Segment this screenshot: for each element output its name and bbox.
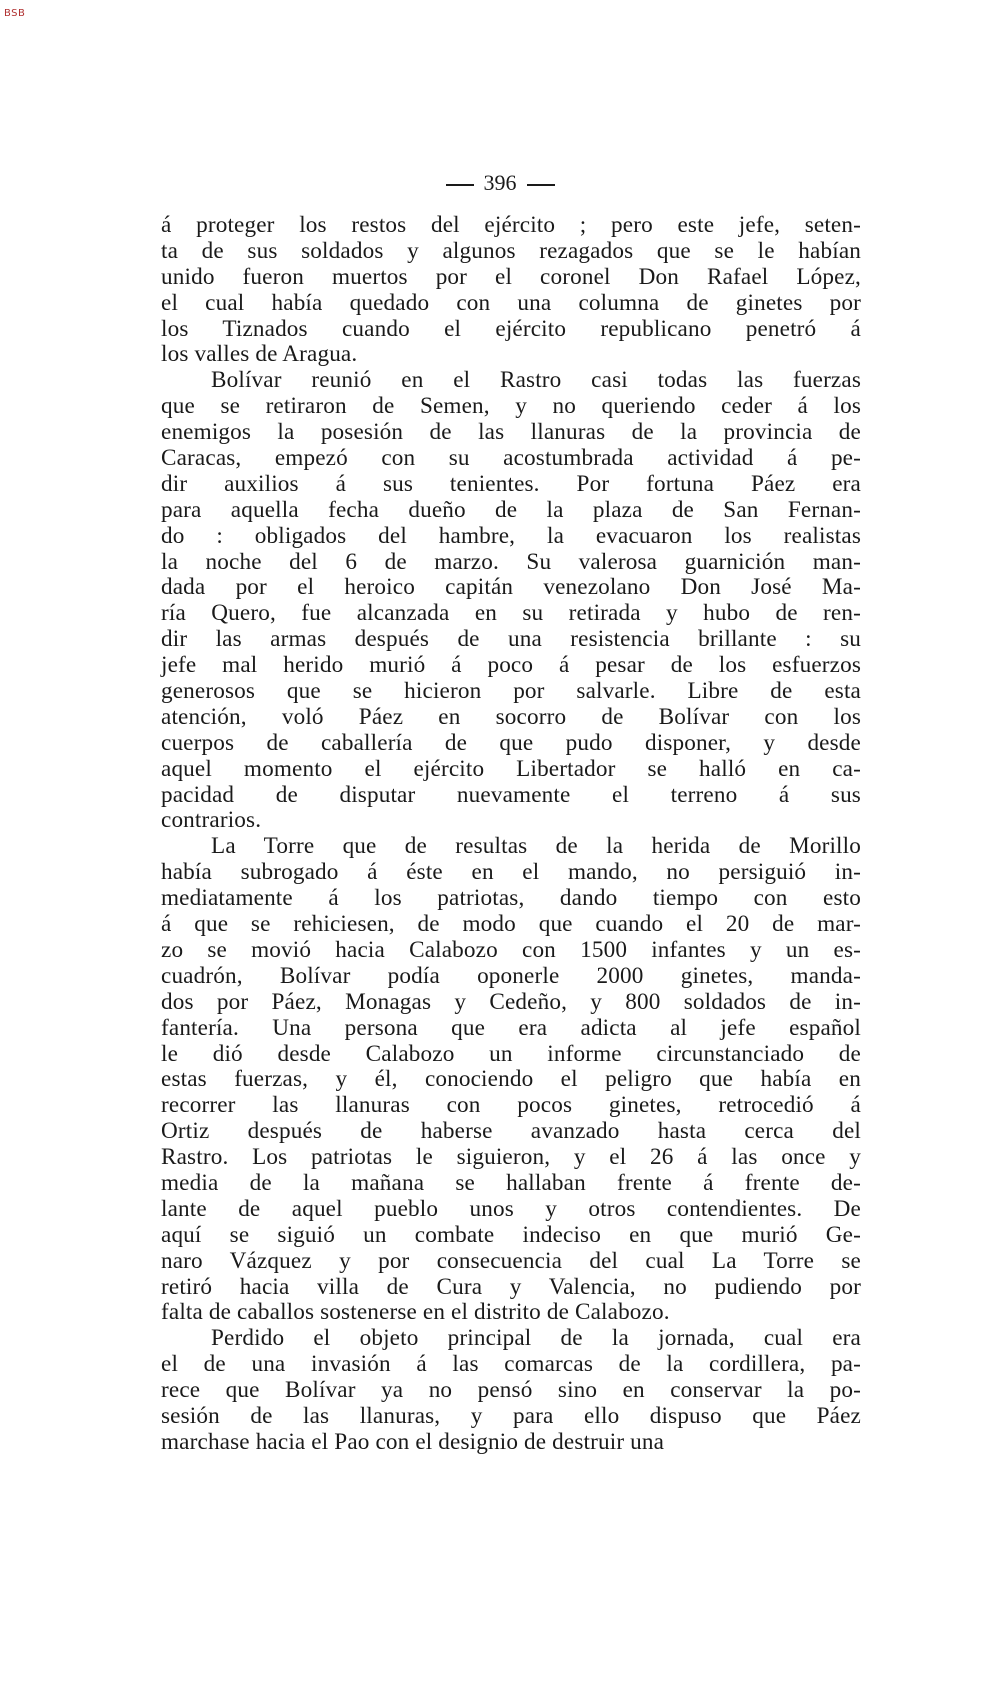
text-line: sesión de las llanuras, y para ello dispuso que Páez <box>161 1402 861 1429</box>
library-stamp: BSB <box>4 8 26 19</box>
body-text <box>161 213 861 1456</box>
left-dash <box>446 184 474 186</box>
text-line: cuadrón, Bolívar podía oponerle 2000 ginetes, manda- <box>161 962 861 989</box>
text-line: Ortiz después de haberse avanzado hasta cerca del <box>161 1118 861 1145</box>
text-line: á proteger los restos del ejército ; pero este jefe, seten- <box>161 212 861 238</box>
text-line: el de una invasión á las comarcas de la cordillera, pa- <box>161 1351 861 1378</box>
text-line: zo se movió hacia Calabozo con 1500 infantes y un es- <box>161 936 861 963</box>
text-line: media de la mañana se hallaban frente á frente de- <box>161 1169 861 1196</box>
text-line: retiró hacia villa de Cura y Valencia, no pudiendo por <box>161 1273 861 1300</box>
text-line: que se retiraron de Semen, y no queriendo ceder á los <box>161 393 861 420</box>
paragraph <box>161 1326 861 1455</box>
text-line: Bolívar reunió en el Rastro casi todas las fuerzas <box>211 367 861 394</box>
text-line: dada por el heroico capitán venezolano Don José Ma- <box>161 574 861 601</box>
text-line: le dió desde Calabozo un informe circunstanciado de <box>161 1040 861 1067</box>
text-line: mediatamente á los patriotas, dando tiempo con esto <box>161 885 861 912</box>
page-number-text: 396 <box>483 170 517 195</box>
text-line: dir auxilios á sus tenientes. Por fortuna Páez era <box>161 470 861 497</box>
text-line: la noche del 6 de marzo. Su valerosa guarnición man- <box>161 548 861 575</box>
text-line: aquí se siguió un combate indeciso en que murió Ge- <box>161 1221 861 1248</box>
text-line: rece que Bolívar ya no pensó sino en conservar la po- <box>161 1377 861 1404</box>
text-line: á que se rehiciesen, de modo que cuando el 20 de mar- <box>161 911 861 938</box>
text-line: La Torre que de resultas de la herida de Morillo <box>211 833 861 860</box>
text-line: estas fuerzas, y él, conociendo el peligro que había en <box>161 1066 861 1093</box>
page-number <box>0 170 1000 196</box>
text-line: aquel momento el ejército Libertador se halló en ca- <box>161 755 861 782</box>
text-line: para aquella fecha dueño de la plaza de San Fernan- <box>161 496 861 523</box>
text-line: pacidad de disputar nuevamente el terreno á sus <box>161 781 861 808</box>
text-line: falta de caballos sostenerse en el distrito de Calabozo. <box>161 1299 670 1326</box>
text-line: lante de aquel pueblo unos y otros contendientes. De <box>161 1195 861 1222</box>
text-line: dos por Páez, Monagas y Cedeño, y 800 soldados de in- <box>161 988 861 1015</box>
text-line: generosos que se hicieron por salvarle. Libre de esta <box>161 678 861 705</box>
text-line: atención, voló Páez en socorro de Bolívar con los <box>161 703 861 730</box>
text-line: dir las armas después de una resistencia brillante : su <box>161 626 861 653</box>
text-line: jefe mal herido murió á poco á pesar de los esfuerzos <box>161 652 861 679</box>
text-line: recorrer las llanuras con pocos ginetes, retrocedió á <box>161 1092 861 1119</box>
text-line: el cual había quedado con una columna de ginetes por <box>161 289 861 316</box>
text-line: fantería. Una persona que era adicta al jefe español <box>161 1014 861 1041</box>
text-line: ta de sus soldados y algunos rezagados que se le habían <box>161 237 861 264</box>
text-line: había subrogado á éste en el mando, no persiguió in- <box>161 859 861 886</box>
text-line: unido fueron muertos por el coronel Don Rafael López, <box>161 263 861 290</box>
paragraph <box>161 834 861 1326</box>
text-line: ría Quero, fue alcanzada en su retirada y hubo de ren- <box>161 600 861 627</box>
paragraph <box>161 368 861 834</box>
text-line: contrarios. <box>161 807 262 834</box>
text-line: Caracas, empezó con su acostumbrada actividad á pe- <box>161 445 861 472</box>
text-line: Perdido el objeto principal de la jornada, cual era <box>211 1325 861 1352</box>
right-dash <box>527 184 555 186</box>
text-line: marchase hacia el Pao con el designio de destruir una <box>161 1428 665 1455</box>
text-line: do : obligados del hambre, la evacuaron los realistas <box>161 522 861 549</box>
text-line: enemigos la posesión de las llanuras de la provincia de <box>161 419 861 446</box>
paragraph <box>161 213 861 368</box>
text-line: cuerpos de caballería de que pudo disponer, y desde <box>161 729 861 756</box>
text-line: naro Vázquez y por consecuencia del cual La Torre se <box>161 1247 861 1274</box>
text-line: los valles de Aragua. <box>161 341 358 368</box>
text-line: Rastro. Los patriotas le siguieron, y el 26 á las once y <box>161 1144 861 1171</box>
text-line: los Tiznados cuando el ejército republicano penetró á <box>161 315 861 342</box>
